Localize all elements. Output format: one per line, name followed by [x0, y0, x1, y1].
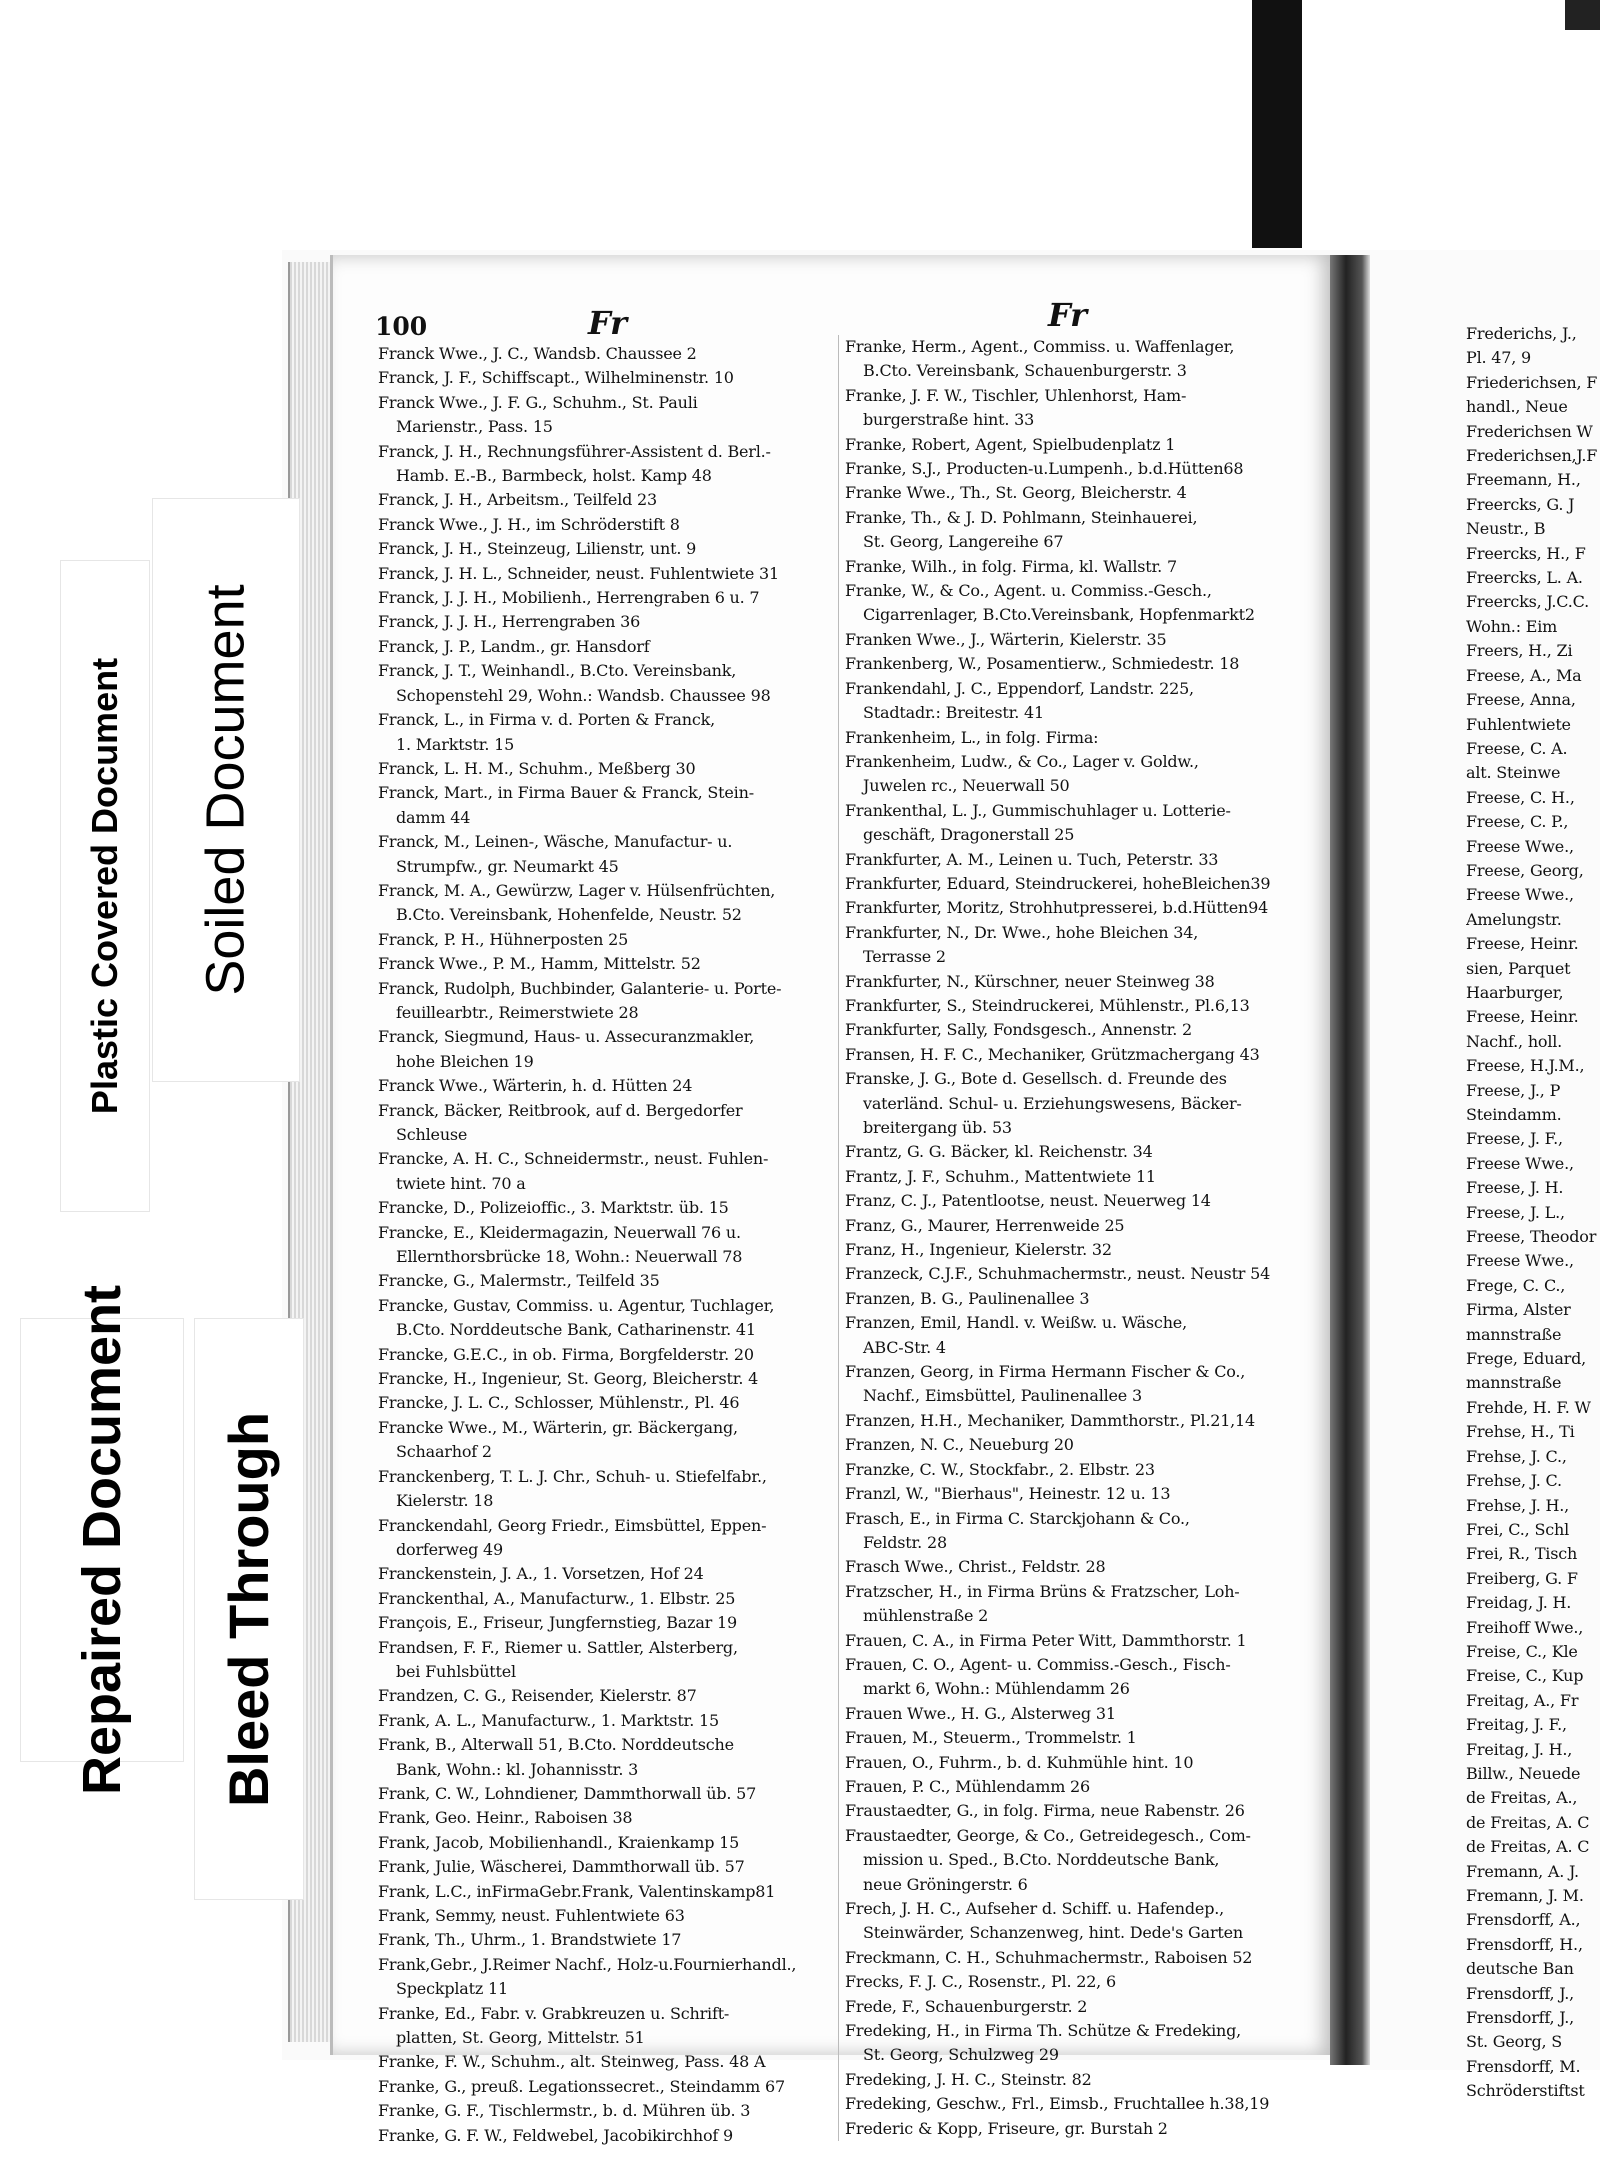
directory-entry: Freese, J. F.,: [1466, 1129, 1563, 1149]
label-soiled: [152, 498, 300, 1082]
directory-entry: Frauen, P. C., Mühlendamm 26: [845, 1776, 1091, 1796]
directory-entry: Fuhlentwiete: [1466, 714, 1571, 734]
directory-entry: de Freitas, A.,: [1466, 1788, 1578, 1808]
directory-entry: Franck Wwe., Wärterin, h. d. Hütten 24: [378, 1076, 693, 1096]
directory-entry: Franckenstein, J. A., 1. Vorsetzen, Hof 24: [378, 1564, 704, 1584]
directory-entry: Freercks, J.C.C.: [1466, 592, 1589, 612]
directory-entry: dorferweg 49: [396, 1539, 504, 1559]
directory-entry: Freckmann, C. H., Schuhmachermstr., Raboisen 52: [845, 1947, 1253, 1967]
directory-entry: Freese, J., P: [1466, 1080, 1561, 1100]
directory-entry: Franck, J. H. L., Schneider, neust. Fuhlentwiete 31: [378, 563, 780, 583]
directory-entry: Freercks, G. J: [1466, 494, 1575, 514]
directory-entry: Franke, Robert, Agent, Spielbudenplatz 1: [845, 434, 1176, 454]
directory-entry: Fremann, J. M.: [1466, 1886, 1584, 1905]
directory-entry: Frehse, J. C.: [1466, 1471, 1562, 1491]
directory-entry: Fredeking, Geschw., Frl., Eimsb., Fruchtallee h.38,19: [845, 2094, 1270, 2114]
directory-entry: Franzl, W., "Bierhaus", Heinestr. 12 u. 13: [845, 1484, 1171, 1504]
directory-entry: Frankenheim, L., in folg. Firma:: [845, 727, 1099, 747]
column-header-right: Fr: [1048, 296, 1088, 334]
directory-entry: Frankfurter, S., Steindruckerei, Mühlenstr., Pl.6,13: [845, 995, 1250, 1015]
directory-entry: Frege, C. C.,: [1466, 1275, 1566, 1295]
directory-entry: Fraustaedter, George, & Co., Getreidegesch., Com-: [845, 1825, 1251, 1845]
directory-entry: Freise, C., Kup: [1466, 1666, 1584, 1686]
directory-entry: Frehse, H., Ti: [1466, 1422, 1575, 1442]
directory-entry: Frantz, J. F., Schuhm., Mattentwiete 11: [845, 1166, 1156, 1186]
directory-entry: Frankfurter, N., Dr. Wwe., hohe Bleichen 34,: [845, 922, 1199, 942]
directory-entry: Freitag, J. F.,: [1466, 1715, 1567, 1735]
directory-entry: damm 44: [396, 807, 471, 827]
directory-entry: Frankendahl, J. C., Eppendorf, Landstr. 225,: [845, 678, 1194, 698]
directory-entry: Frensdorff, M.: [1466, 2056, 1581, 2076]
directory-entry: Juwelen rc., Neuerwall 50: [863, 776, 1070, 796]
directory-entry: Francke, A. H. C., Schneidermstr., neust. Fuhlen-: [378, 1149, 769, 1169]
directory-entry: Freese, Anna,: [1466, 690, 1576, 710]
directory-entry: B.Cto. Norddeutsche Bank, Catharinenstr. 41: [396, 1320, 756, 1340]
directory-entry: Frankfurter, A. M., Leinen u. Tuch, Peterstr. 33: [845, 849, 1219, 869]
directory-column-left: [378, 342, 844, 2148]
directory-entry: Franck Wwe., P. M., Hamm, Mittelstr. 52: [378, 954, 701, 974]
directory-entry: François, E., Friseur, Jungfernstieg, Bazar 19: [378, 1613, 737, 1633]
directory-entry: bei Fuhlsbüttel: [396, 1661, 516, 1681]
directory-entry: handl., Neue: [1466, 397, 1568, 417]
directory-column-next-page: [1466, 322, 1600, 2104]
directory-entry: Freese Wwe.,: [1466, 1251, 1574, 1271]
directory-entry: Frank, B., Alterwall 51, B.Cto. Norddeutsche: [378, 1735, 734, 1755]
directory-entry: Frauen, C. O., Agent- u. Commiss.-Gesch., Fisch-: [845, 1654, 1231, 1674]
directory-entry: Hamb. E.-B., Barmbeck, holst. Kamp 48: [396, 466, 712, 486]
directory-entry: Franck, Mart., in Firma Bauer & Franck, Stein-: [378, 783, 754, 803]
directory-entry: twiete hint. 70 a: [396, 1173, 526, 1193]
directory-entry: Neustr., B: [1466, 519, 1546, 539]
directory-entry: de Freitas, A. C: [1466, 1837, 1590, 1857]
directory-entry: Frankfurter, Sally, Fondsgesch., Annenstr. 2: [845, 1020, 1193, 1040]
page-number: 100: [375, 312, 428, 341]
directory-entry: Frensdorff, A.,: [1466, 1910, 1581, 1930]
directory-entry: sien, Parquet: [1466, 958, 1571, 978]
directory-entry: Franke Wwe., Th., St. Georg, Bleicherstr. 4: [845, 483, 1187, 503]
directory-entry: Bank, Wohn.: kl. Johannisstr. 3: [396, 1759, 639, 1779]
directory-entry: Ellernthorsbrücke 18, Wohn.: Neuerwall 78: [396, 1247, 743, 1267]
directory-entry: Speckplatz 11: [396, 1979, 508, 1999]
directory-entry: Franzen, Georg, in Firma Hermann Fischer & Co.,: [845, 1362, 1246, 1382]
directory-entry: neue Gröningerstr. 6: [863, 1874, 1028, 1894]
directory-entry: Kielerstr. 18: [396, 1491, 494, 1511]
directory-entry: Freercks, L. A.: [1466, 568, 1583, 588]
directory-entry: Freiberg, G. F: [1466, 1568, 1578, 1588]
directory-entry: platten, St. Georg, Mittelstr. 51: [396, 2028, 645, 2048]
directory-entry: Fredeking, J. H. C., Steinstr. 82: [845, 2069, 1092, 2089]
directory-entry: Cigarrenlager, B.Cto.Vereinsbank, Hopfenmarkt2: [863, 605, 1255, 625]
label-soiled-text: Soiled Document: [196, 584, 257, 996]
directory-entry: vaterländ. Schul- u. Erziehungswesens, Bäcker-: [863, 1093, 1242, 1113]
directory-entry: Franz, H., Ingenieur, Kielerstr. 32: [845, 1240, 1112, 1260]
directory-entry: breitergang üb. 53: [863, 1118, 1012, 1137]
directory-entry: Franck Wwe., J. C., Wandsb. Chaussee 2: [378, 344, 697, 363]
directory-entry: Freese, H.J.M.,: [1466, 1056, 1585, 1076]
directory-entry: Francke, E., Kleidermagazin, Neuerwall 76 u.: [378, 1222, 741, 1242]
directory-entry: Frederichs, J.,: [1466, 324, 1577, 343]
directory-entry: Francke, H., Ingenieur, St. Georg, Bleicherstr. 4: [378, 1369, 759, 1389]
directory-entry: Marienstr., Pass. 15: [396, 417, 553, 437]
directory-entry: Frei, R., Tisch: [1466, 1544, 1578, 1564]
directory-entry: Franzen, Emil, Handl. v. Weißw. u. Wäsche,: [845, 1313, 1187, 1333]
directory-entry: Francke, G., Malermstr., Teilfeld 35: [378, 1271, 660, 1291]
directory-entry: Frankenheim, Ludw., & Co., Lager v. Goldw.,: [845, 751, 1199, 771]
column-header-left: Fr: [588, 304, 628, 342]
directory-entry: Frantz, G. G. Bäcker, kl. Reichenstr. 34: [845, 1142, 1153, 1162]
directory-entry: Franke, Wilh., in folg. Firma, kl. Wallstr. 7: [845, 556, 1177, 576]
directory-entry: Frauen, M., Steuerm., Trommelstr. 1: [845, 1728, 1137, 1748]
directory-entry: de Freitas, A. C: [1466, 1812, 1590, 1832]
directory-entry: Frandsen, F. F., Riemer u. Sattler, Alsterberg,: [378, 1637, 738, 1657]
directory-entry: Freese, C. A.: [1466, 738, 1568, 758]
directory-entry: Franke, S.J., Producten-u.Lumpenh., b.d.Hütten68: [845, 459, 1244, 479]
directory-entry: Frank, Julie, Wäscherei, Dammthorwall üb. 57: [378, 1857, 745, 1877]
directory-entry: Francke, Gustav, Commiss. u. Agentur, Tuchlager,: [378, 1295, 775, 1315]
directory-entry: Schaarhof 2: [396, 1442, 492, 1462]
directory-entry: geschäft, Dragonerstall 25: [863, 825, 1075, 845]
directory-entry: Franck Wwe., J. H., im Schröderstift 8: [378, 514, 680, 534]
book-gutter: [1330, 255, 1370, 2065]
directory-entry: Francke, G.E.C., in ob. Firma, Borgfelderstr. 20: [378, 1344, 754, 1364]
dark-corner: [1565, 0, 1600, 30]
directory-entry: Franck, J. J. H., Herrengraben 36: [378, 612, 641, 632]
directory-entry: Francke Wwe., M., Wärterin, gr. Bäckergang,: [378, 1417, 738, 1437]
directory-entry: ABC-Str. 4: [863, 1337, 946, 1357]
directory-entry: Schopenstehl 29, Wohn.: Wandsb. Chaussee 98: [396, 685, 771, 705]
directory-entry: Frank, Jacob, Mobilienhandl., Kraienkamp 15: [378, 1832, 740, 1852]
directory-entry: Franck Wwe., J. F. G., Schuhm., St. Pauli: [378, 392, 698, 412]
directory-entry: Frankenthal, L. J., Gummischuhlager u. Lotterie-: [845, 800, 1231, 820]
directory-entry: Frank, C. W., Lohndiener, Dammthorwall üb. 57: [378, 1783, 757, 1803]
directory-entry: Franck, J. J. H., Mobilienh., Herrengraben 6 u. 7: [378, 588, 760, 608]
directory-entry: Franke, F. W., Schuhm., alt. Steinweg, Pass. 48 A: [378, 2052, 766, 2072]
label-bleed-through-text: Bleed Through: [217, 1411, 281, 1807]
directory-entry: Franken Wwe., J., Wärterin, Kielerstr. 35: [845, 629, 1167, 649]
directory-entry: Billw., Neuede: [1466, 1763, 1581, 1783]
directory-entry: Franke, Herm., Agent., Commiss. u. Waffenlager,: [845, 337, 1235, 356]
directory-entry: Terrasse 2: [863, 947, 946, 967]
dark-background-strip: [1252, 0, 1302, 248]
directory-entry: Frehse, J. H.,: [1466, 1495, 1570, 1515]
directory-entry: Frauen, C. A., in Firma Peter Witt, Dammthorstr. 1: [845, 1630, 1247, 1650]
directory-entry: Strumpfw., gr. Neumarkt 45: [396, 856, 619, 876]
directory-entry: Freitag, A., Fr: [1466, 1690, 1579, 1710]
directory-entry: Franck, Siegmund, Haus- u. Assecuranzmakler,: [378, 1027, 755, 1047]
directory-entry: Frecks, F. J. C., Rosenstr., Pl. 22, 6: [845, 1972, 1116, 1992]
directory-entry: alt. Steinwe: [1466, 763, 1561, 783]
directory-entry: Frehse, J. C.,: [1466, 1446, 1567, 1466]
directory-entry: Frensdorff, H.,: [1466, 1934, 1583, 1954]
directory-entry: Franke, W., & Co., Agent. u. Commiss.-Gesch.,: [845, 581, 1212, 601]
directory-entry: B.Cto. Vereinsbank, Schauenburgerstr. 3: [863, 361, 1187, 381]
directory-entry: Pl. 47, 9: [1466, 348, 1531, 368]
directory-entry: Franck, J. T., Weinhandl., B.Cto. Vereinsbank,: [378, 661, 737, 681]
directory-entry: Fremann, A. J.: [1466, 1861, 1579, 1881]
directory-entry: Franke, J. F. W., Tischler, Uhlenhorst, Ham-: [845, 385, 1187, 405]
directory-entry: St. Georg, S: [1466, 2032, 1563, 2052]
directory-entry: Feldstr. 28: [863, 1532, 947, 1552]
directory-entry: Freese, J. L.,: [1466, 1202, 1565, 1222]
directory-entry: Freemann, H.,: [1466, 470, 1581, 490]
directory-entry: Freese, C. H.,: [1466, 787, 1575, 807]
directory-entry: Freese, J. H.: [1466, 1178, 1564, 1198]
directory-entry: Frech, J. H. C., Aufseher d. Schiff. u. Hafendep.,: [845, 1899, 1225, 1918]
directory-entry: Freese, C. P.,: [1466, 812, 1569, 832]
directory-entry: Stadtadr.: Breitestr. 41: [863, 703, 1044, 723]
directory-entry: Freese, Theodor: [1466, 1227, 1597, 1247]
directory-entry: mission u. Sped., B.Cto. Norddeutsche Bank,: [863, 1850, 1220, 1870]
directory-entry: Franzke, C. W., Stockfabr., 2. Elbstr. 23: [845, 1459, 1155, 1479]
directory-entry: Steindamm.: [1466, 1105, 1562, 1124]
directory-entry: Freese, A., Ma: [1466, 665, 1582, 685]
directory-entry: burgerstraße hint. 33: [863, 410, 1035, 430]
directory-entry: Nachf., Eimsbüttel, Paulinenallee 3: [863, 1386, 1142, 1406]
directory-entry: Frandzen, C. G., Reisender, Kielerstr. 87: [378, 1686, 697, 1706]
directory-entry: Freese Wwe.,: [1466, 1153, 1574, 1173]
directory-entry: Fratzscher, H., in Firma Brüns & Fratzscher, Loh-: [845, 1581, 1240, 1601]
directory-entry: Franck, L., in Firma v. d. Porten & Franck,: [378, 710, 715, 730]
directory-entry: St. Georg, Schulzweg 29: [863, 2045, 1059, 2065]
label-bleed-through: [194, 1318, 304, 1900]
directory-entry: Franck, J. P., Landm., gr. Hansdorf: [378, 636, 650, 656]
directory-entry: Fredeking, H., in Firma Th. Schütze & Fredeking,: [845, 2021, 1242, 2041]
directory-entry: Frasch Wwe., Christ., Feldstr. 28: [845, 1557, 1106, 1577]
directory-entry: Friederichsen, F: [1466, 372, 1598, 392]
directory-entry: Franke, Th., & J. D. Pohlmann, Steinhauerei,: [845, 507, 1198, 527]
directory-entry: Franck, J. H., Rechnungsführer-Assistent d. Berl.-: [378, 441, 771, 461]
directory-entry: Franck, J. H., Steinzeug, Lilienstr, unt. 9: [378, 539, 697, 559]
directory-entry: Franckenthal, A., Manufacturw., 1. Elbstr. 25: [378, 1588, 736, 1608]
directory-entry: Schleuse: [396, 1125, 468, 1144]
directory-entry: Franckenberg, T. L. J. Chr., Schuh- u. Stiefelfabr.,: [378, 1466, 767, 1486]
directory-entry: Frehde, H. F. W: [1466, 1397, 1591, 1417]
label-repaired-text: Repaired Document: [72, 1284, 133, 1796]
directory-entry: Frensdorff, J.,: [1466, 1983, 1575, 2003]
directory-entry: Amelungstr.: [1466, 909, 1562, 929]
directory-entry: Francke, J. L. C., Schlosser, Mühlenstr., Pl. 46: [378, 1393, 740, 1413]
directory-entry: Frankfurter, N., Kürschner, neuer Steinweg 38: [845, 971, 1215, 991]
label-plastic-covered-text: Plastic Covered Document: [84, 657, 126, 1115]
directory-entry: Freese, Heinr.: [1466, 1007, 1579, 1027]
directory-entry: 1. Marktstr. 15: [396, 734, 515, 754]
directory-entry: Franske, J. G., Bote d. Gesellsch. d. Freunde des: [845, 1069, 1227, 1089]
directory-entry: Schröderstiftst: [1466, 2081, 1585, 2101]
directory-entry: Haarburger,: [1466, 982, 1564, 1002]
directory-entry: markt 6, Wohn.: Mühlendamm 26: [863, 1679, 1130, 1699]
directory-entry: Fraustaedter, G., in folg. Firma, neue Rabenstr. 26: [845, 1801, 1245, 1821]
directory-entry: mühlenstraße 2: [863, 1606, 989, 1626]
directory-entry: Frankenberg, W., Posamentierw., Schmiedestr. 18: [845, 654, 1240, 674]
directory-column-right: [838, 335, 1335, 2141]
directory-entry: Frasch, E., in Firma C. Starckjohann & Co.,: [845, 1508, 1190, 1528]
directory-entry: Freers, H., Zi: [1466, 641, 1573, 661]
directory-entry: Frede, F., Schauenburgerstr. 2: [845, 1996, 1088, 2016]
directory-entry: Franck, J. F., Schiffscapt., Wilhelminenstr. 10: [378, 368, 734, 388]
directory-entry: Frege, Eduard,: [1466, 1349, 1587, 1369]
directory-entry: Franck, Bäcker, Reitbrook, auf d. Bergedorfer: [378, 1100, 743, 1120]
directory-entry: Franck, M. A., Gewürzw, Lager v. Hülsenfrüchten,: [378, 880, 776, 900]
directory-entry: Frauen, O., Fuhrm., b. d. Kuhmühle hint. 10: [845, 1752, 1194, 1772]
directory-entry: mannstraße: [1466, 1373, 1562, 1393]
directory-entry: Frankfurter, Eduard, Steindruckerei, hoheBleichen39: [845, 873, 1271, 893]
directory-entry: Frank, L.C., inFirmaGebr.Frank, Valentinskamp81: [378, 1881, 776, 1901]
directory-entry: Franke, G. F., Tischlermstr., b. d. Mühren üb. 3: [378, 2101, 751, 2121]
directory-entry: Francke, D., Polizeioffic., 3. Marktstr. üb. 15: [378, 1198, 729, 1218]
directory-entry: Franzeck, C.J.F., Schuhmachermstr., neust. Neustr 54: [845, 1264, 1271, 1284]
directory-entry: hohe Bleichen 19: [396, 1051, 534, 1071]
directory-entry: Freese, Heinr.: [1466, 934, 1579, 954]
directory-entry: Nachf., holl.: [1466, 1031, 1563, 1051]
directory-entry: Frei, C., Schl: [1466, 1519, 1569, 1539]
directory-entry: Franz, G., Maurer, Herrenweide 25: [845, 1215, 1125, 1235]
directory-entry: deutsche Ban: [1466, 1959, 1574, 1979]
directory-entry: feuillearbtr., Reimerstwiete 28: [396, 1002, 639, 1022]
directory-entry: Frank, Semmy, neust. Fuhlentwiete 63: [378, 1906, 685, 1925]
directory-entry: Freese, Georg,: [1466, 860, 1584, 880]
directory-entry: Frauen Wwe., H. G., Alsterweg 31: [845, 1703, 1116, 1723]
directory-entry: Franke, G., preuß. Legationssecret., Steindamm 67: [378, 2076, 785, 2096]
directory-entry: Freese Wwe.,: [1466, 885, 1574, 905]
directory-entry: Frederichsen W: [1466, 421, 1593, 441]
directory-entry: Franck, J. H., Arbeitsm., Teilfeld 23: [378, 490, 658, 510]
directory-entry: B.Cto. Vereinsbank, Hohenfelde, Neustr. 52: [396, 905, 742, 925]
directory-entry: Frank, Geo. Heinr., Raboisen 38: [378, 1808, 633, 1828]
directory-entry: Freitag, J. H.,: [1466, 1739, 1573, 1759]
directory-entry: Wohn.: Eim: [1466, 616, 1558, 636]
directory-entry: Franzen, B. G., Paulinenallee 3: [845, 1288, 1090, 1308]
directory-entry: Frensdorff, J.,: [1466, 2008, 1575, 2028]
directory-entry: St. Georg, Langereihe 67: [863, 532, 1064, 552]
directory-entry: Frankfurter, Moritz, Strohhutpresserei, b.d.Hütten94: [845, 898, 1269, 918]
label-plastic-covered: [60, 560, 150, 1212]
directory-entry: Franck, Rudolph, Buchbinder, Galanterie- u. Porte-: [378, 978, 782, 998]
directory-entry: Frank,Gebr., J.Reimer Nachf., Holz-u.Fournierhandl.,: [378, 1954, 797, 1974]
directory-entry: Franck, P. H., Hühnerposten 25: [378, 929, 629, 949]
directory-entry: Frederic & Kopp, Friseure, gr. Burstah 2: [845, 2118, 1168, 2138]
directory-entry: Fransen, H. F. C., Mechaniker, Grützmachergang 43: [845, 1044, 1260, 1064]
directory-entry: Freidag, J. H.: [1466, 1593, 1572, 1613]
directory-entry: Franzen, N. C., Neueburg 20: [845, 1435, 1074, 1455]
directory-entry: Freise, C., Kle: [1466, 1641, 1578, 1661]
label-repaired: [20, 1284, 184, 1796]
directory-entry: mannstraße: [1466, 1324, 1562, 1344]
directory-entry: Franck, L. H. M., Schuhm., Meßberg 30: [378, 758, 696, 778]
directory-entry: Franke, Ed., Fabr. v. Grabkreuzen u. Schrift-: [378, 2003, 730, 2023]
directory-entry: Franzen, H.H., Mechaniker, Dammthorstr., Pl.21,14: [845, 1410, 1256, 1430]
directory-entry: Freercks, H., F: [1466, 543, 1586, 563]
directory-entry: Franke, G. F. W., Feldwebel, Jacobikirchhof 9: [378, 2125, 733, 2145]
directory-entry: Freihoff Wwe.,: [1466, 1617, 1584, 1637]
directory-entry: Frank, A. L., Manufacturw., 1. Marktstr. 15: [378, 1710, 719, 1730]
directory-entry: Frederichsen,J.F: [1466, 446, 1598, 466]
directory-entry: Franz, C. J., Patentlootse, neust. Neuerweg 14: [845, 1191, 1211, 1211]
directory-entry: Steinwärder, Schanzenweg, hint. Dede's Garten: [863, 1923, 1243, 1943]
directory-entry: Franck, M., Leinen-, Wäsche, Manufactur- u.: [378, 832, 733, 852]
directory-entry: Freese Wwe.,: [1466, 836, 1574, 856]
directory-entry: Firma, Alster: [1466, 1300, 1571, 1320]
directory-entry: Franckendahl, Georg Friedr., Eimsbüttel, Eppen-: [378, 1515, 767, 1535]
directory-entry: Frank, Th., Uhrm., 1. Brandstwiete 17: [378, 1930, 682, 1950]
